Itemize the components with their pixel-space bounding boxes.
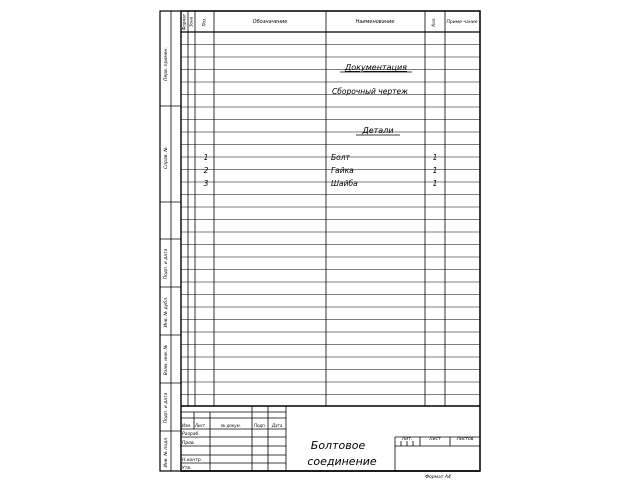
item-qty: 1 [432, 153, 438, 162]
table-row [204, 179, 438, 188]
title-n-kontr: Н.контр. [182, 458, 203, 463]
document-name-line1: Болтовое [310, 439, 366, 452]
list-item-assembly-drawing: Сборочный чертеж [332, 87, 408, 96]
sheet-format-label: Формат А4 [425, 475, 451, 480]
item-name: Шайба [331, 179, 358, 188]
title-prov: Пров. [182, 441, 196, 446]
title-col-izm: Изм. [182, 423, 192, 428]
section-title-details: Детали [362, 126, 394, 135]
margin-label-sprav-no: Справ. № [164, 147, 169, 169]
spec-header-designation: Обозначение [252, 19, 288, 25]
item-pos: 1 [203, 153, 209, 162]
title-block [181, 406, 480, 471]
margin-label-inv-podl: Инв. № подл. [164, 436, 169, 468]
item-qty: 1 [432, 179, 438, 188]
item-name: Гайка [331, 166, 354, 175]
item-qty: 1 [432, 166, 438, 175]
margin-label-inv-dubl: Инв. № дубл. [164, 296, 169, 328]
spec-header-qty: Кол. [431, 17, 436, 27]
drawing-frame [181, 11, 480, 471]
title-col-list: Лист [195, 423, 206, 428]
margin-label-podp-data-2: Подп. и дата [164, 392, 169, 424]
title-col-ndokum: № докум. [221, 423, 241, 428]
table-row [204, 153, 438, 162]
title-col-data: Дата [271, 423, 283, 428]
table-row [204, 166, 438, 175]
spec-header-name: Наименование [355, 19, 395, 25]
spec-header-zone: Зона [188, 16, 194, 28]
title-col-podp: Подп. [253, 423, 267, 428]
spec-header-pos: Поз. [201, 17, 207, 27]
margin-label-perv-primen: Перв. примен. [164, 47, 169, 81]
section-title-documentation: Документация [345, 63, 407, 72]
title-lit: Лит. [401, 437, 413, 442]
spec-header-note: Приме-чание [446, 20, 478, 25]
title-razrab: Разраб. [182, 432, 200, 437]
document-name-line2: соединение [307, 455, 377, 468]
sheet-frame [160, 11, 480, 471]
item-pos: 2 [203, 166, 209, 175]
item-pos: 3 [203, 179, 209, 188]
margin-label-podp-data-1: Подп. и дата [164, 248, 169, 280]
title-listov: Листов [456, 437, 474, 442]
item-name: Болт [331, 153, 350, 162]
spec-row-lines [181, 32, 480, 395]
spec-header-format: Формат [181, 13, 187, 31]
title-list: Лист [429, 437, 441, 442]
margin-label-vzam-inv: Взам. инв. № [164, 344, 169, 376]
title-utv: Утв. [182, 466, 192, 471]
